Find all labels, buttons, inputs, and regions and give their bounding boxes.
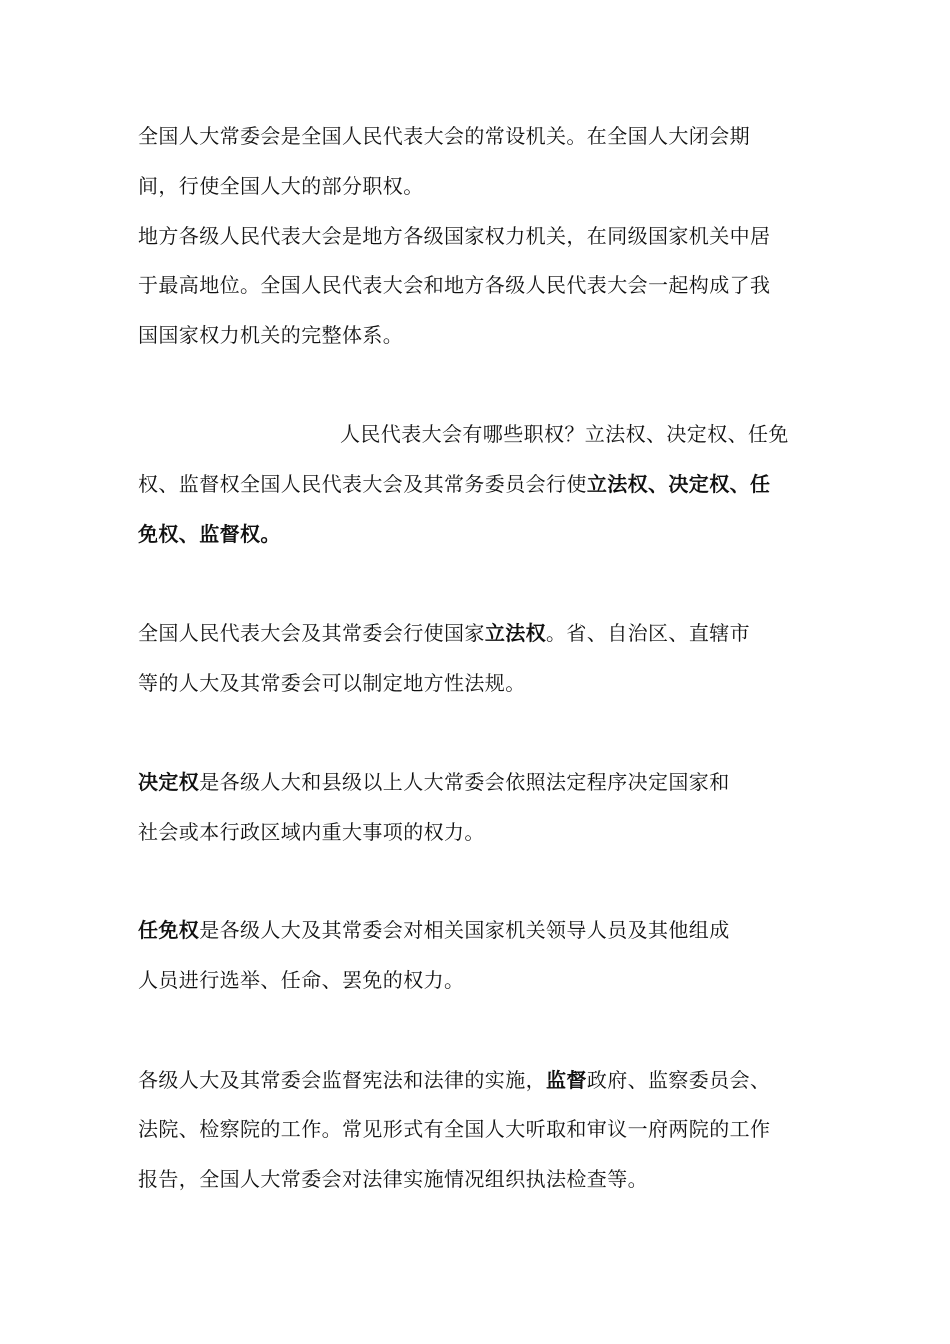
paragraph-legislative-line-1 [138, 621, 750, 645]
legislative-post-text: 。省、自治区、直辖市 [546, 621, 751, 645]
paragraph-supervision-line-3: 报告，全国人大常委会对法律实施情况组织执法检查等。 [138, 1167, 648, 1191]
powers-plain-text: 权、监督权全国人民代表大会及其常务委员会行使 [138, 472, 587, 496]
paragraph-powers-question-line-2 [138, 472, 770, 496]
powers-bold-text-end: 免权、监督权。 [138, 522, 281, 546]
paragraph-npcsc-line-2: 间，行使全国人大的部分职权。 [138, 174, 424, 198]
powers-bold-text: 立法权、决定权、任 [586, 472, 771, 496]
paragraph-powers-question-line-3 [138, 522, 281, 546]
legislative-pre-text: 全国人民代表大会及其常委会行使国家 [138, 621, 485, 645]
paragraph-local-congress-line-1: 地方各级人民代表大会是地方各级国家权力机关，在同级国家机关中居 [138, 224, 771, 248]
decision-post-text: 是各级人大和县级以上人大常委会依照法定程序决定国家和 [199, 770, 730, 794]
paragraph-decision-line-1 [138, 770, 730, 794]
appointment-post-text: 是各级人大及其常委会对相关国家机关领导人员及其他组成 [199, 918, 730, 942]
supervision-post-text: 政府、监察委员会、 [586, 1068, 771, 1092]
supervision-power-term: 监督 [546, 1068, 587, 1092]
paragraph-decision-line-2: 社会或本行政区域内重大事项的权力。 [138, 820, 485, 844]
supervision-pre-text: 各级人大及其常委会监督宪法和法律的实施， [138, 1068, 546, 1092]
paragraph-local-congress-line-3: 国国家权力机关的完整体系。 [138, 323, 404, 347]
paragraph-appointment-line-2: 人员进行选举、任命、罢免的权力。 [138, 968, 465, 992]
decision-power-term: 决定权 [138, 770, 200, 794]
paragraph-legislative-line-2: 等的人大及其常委会可以制定地方性法规。 [138, 671, 526, 695]
paragraph-appointment-line-1 [138, 918, 730, 942]
legislative-power-term: 立法权 [484, 621, 547, 645]
paragraph-supervision-line-2: 法院、检察院的工作。常见形式有全国人大听取和审议一府两院的工作 [138, 1117, 771, 1141]
paragraph-powers-question-line-1: 人民代表大会有哪些职权？立法权、决定权、任免 [340, 422, 789, 446]
paragraph-npcsc-line-1: 全国人大常委会是全国人民代表大会的常设机关。在全国人大闭会期 [138, 124, 750, 148]
appointment-power-term: 任免权 [138, 918, 200, 942]
paragraph-supervision-line-1 [138, 1068, 770, 1092]
paragraph-local-congress-line-2: 于最高地位。全国人民代表大会和地方各级人民代表大会一起构成了我 [138, 273, 771, 297]
